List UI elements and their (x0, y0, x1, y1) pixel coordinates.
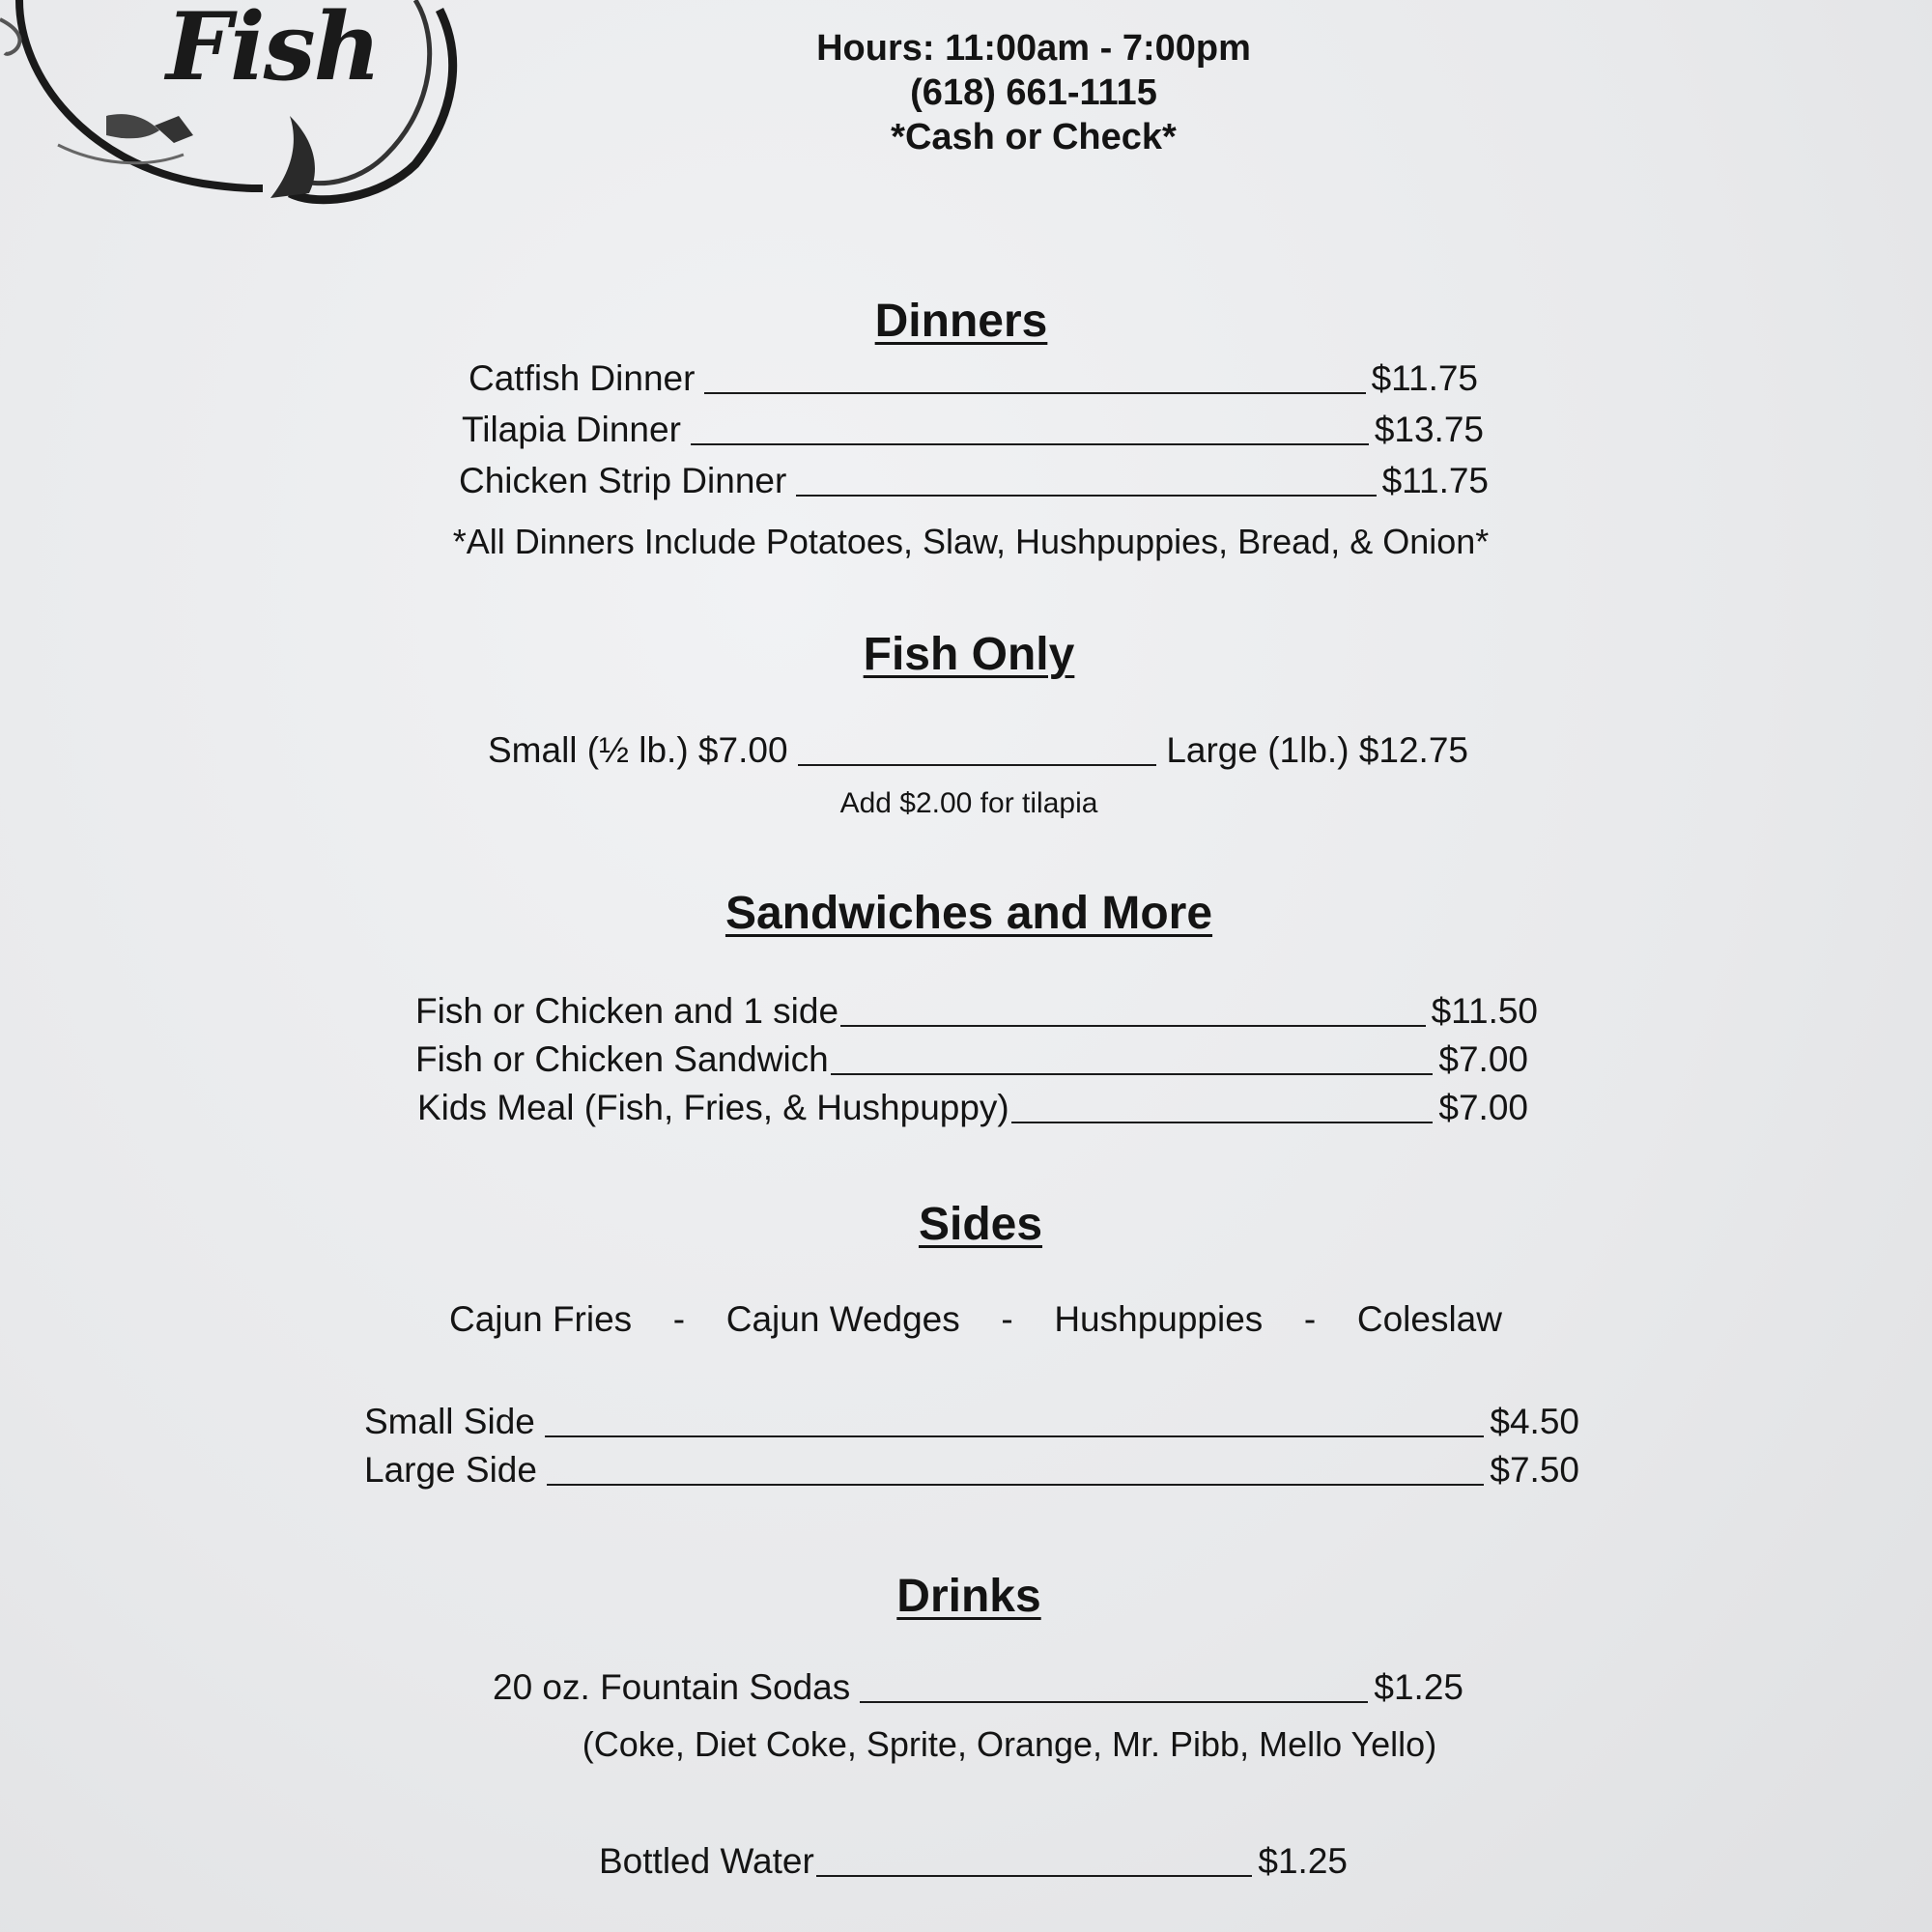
leader-line (545, 1435, 1485, 1437)
restaurant-logo (0, 0, 473, 222)
fish-small-price: Small (½ lb.) $7.00 (488, 730, 788, 770)
item-price: $7.00 (1438, 1039, 1528, 1079)
side-option-coleslaw: Coleslaw (1356, 1299, 1502, 1339)
item-name: Catfish Dinner (469, 358, 696, 398)
item-name: Small Side (364, 1402, 535, 1441)
item-name: 20 oz. Fountain Sodas (493, 1667, 851, 1707)
phone-text: (618) 661-1115 (910, 72, 1157, 113)
menu-item-catfish-dinner (469, 357, 1478, 400)
dinners-includes-note: *All Dinners Include Potatoes, Slaw, Hushpuppies, Bread, & Onion* (452, 522, 1490, 561)
fish-only-prices (488, 729, 1468, 772)
side-option-hushpuppies: Hushpuppies (1054, 1299, 1264, 1339)
item-name: Fish or Chicken Sandwich (415, 1039, 829, 1079)
side-separator: - (1001, 1299, 1013, 1339)
menu-item-fish-chicken-sandwich (415, 1038, 1528, 1081)
item-name: Tilapia Dinner (462, 410, 681, 449)
leader-line (798, 763, 1157, 766)
menu-item-fountain-sodas (493, 1666, 1463, 1709)
leader-line (691, 442, 1369, 445)
leader-line (1011, 1121, 1434, 1123)
item-price: $7.00 (1438, 1088, 1528, 1127)
item-name: Chicken Strip Dinner (459, 461, 787, 500)
dinners-title: Dinners (874, 296, 1048, 347)
leader-line (831, 1072, 1434, 1075)
soda-flavors-note: (Coke, Diet Coke, Sprite, Orange, Mr. Pibb, Mello Yello) (582, 1724, 1437, 1764)
item-price: $1.25 (1374, 1667, 1463, 1707)
drinks-title: Drinks (896, 1571, 1041, 1622)
menu-item-chicken-strip-dinner (459, 460, 1489, 502)
tilapia-addon-note: Add $2.00 for tilapia (839, 787, 1098, 819)
leader-line (547, 1483, 1484, 1486)
leader-line (840, 1024, 1426, 1027)
item-name: Large Side (364, 1450, 537, 1490)
item-name: Bottled Water (599, 1841, 814, 1881)
leader-line (796, 494, 1376, 497)
sandwiches-title: Sandwiches and More (724, 888, 1213, 939)
payment-text: *Cash or Check* (891, 117, 1177, 157)
item-price: $11.50 (1431, 991, 1538, 1031)
menu-item-fish-chicken-side (415, 990, 1538, 1033)
item-price: $11.75 (1371, 358, 1478, 398)
side-separator: - (672, 1299, 686, 1339)
sides-options-list (449, 1299, 1502, 1340)
item-price: $1.25 (1258, 1841, 1348, 1881)
fish-only-title: Fish Only (863, 629, 1075, 680)
side-option-cajun-fries: Cajun Fries (449, 1299, 633, 1339)
menu-item-bottled-water (599, 1840, 1348, 1883)
leader-line (704, 391, 1365, 394)
logo-text: Fish (166, 0, 380, 101)
fish-large-price: Large (1lb.) $12.75 (1166, 730, 1468, 770)
item-price: $13.75 (1374, 410, 1484, 449)
leader-line (860, 1700, 1368, 1703)
menu-item-small-side (364, 1401, 1579, 1443)
item-price: $11.75 (1381, 461, 1489, 500)
menu-item-large-side (364, 1449, 1579, 1492)
menu-item-tilapia-dinner (462, 409, 1484, 451)
side-separator: - (1303, 1299, 1317, 1339)
hours-text: Hours: 11:00am - 7:00pm (816, 28, 1251, 69)
leader-line (816, 1874, 1253, 1877)
side-option-cajun-wedges: Cajun Wedges (725, 1299, 960, 1339)
menu-item-kids-meal (417, 1087, 1528, 1129)
item-price: $7.50 (1490, 1450, 1579, 1490)
item-name: Fish or Chicken and 1 side (415, 991, 839, 1031)
item-price: $4.50 (1490, 1402, 1579, 1441)
sides-title: Sides (918, 1199, 1043, 1250)
item-name: Kids Meal (Fish, Fries, & Hushpuppy) (417, 1088, 1009, 1127)
